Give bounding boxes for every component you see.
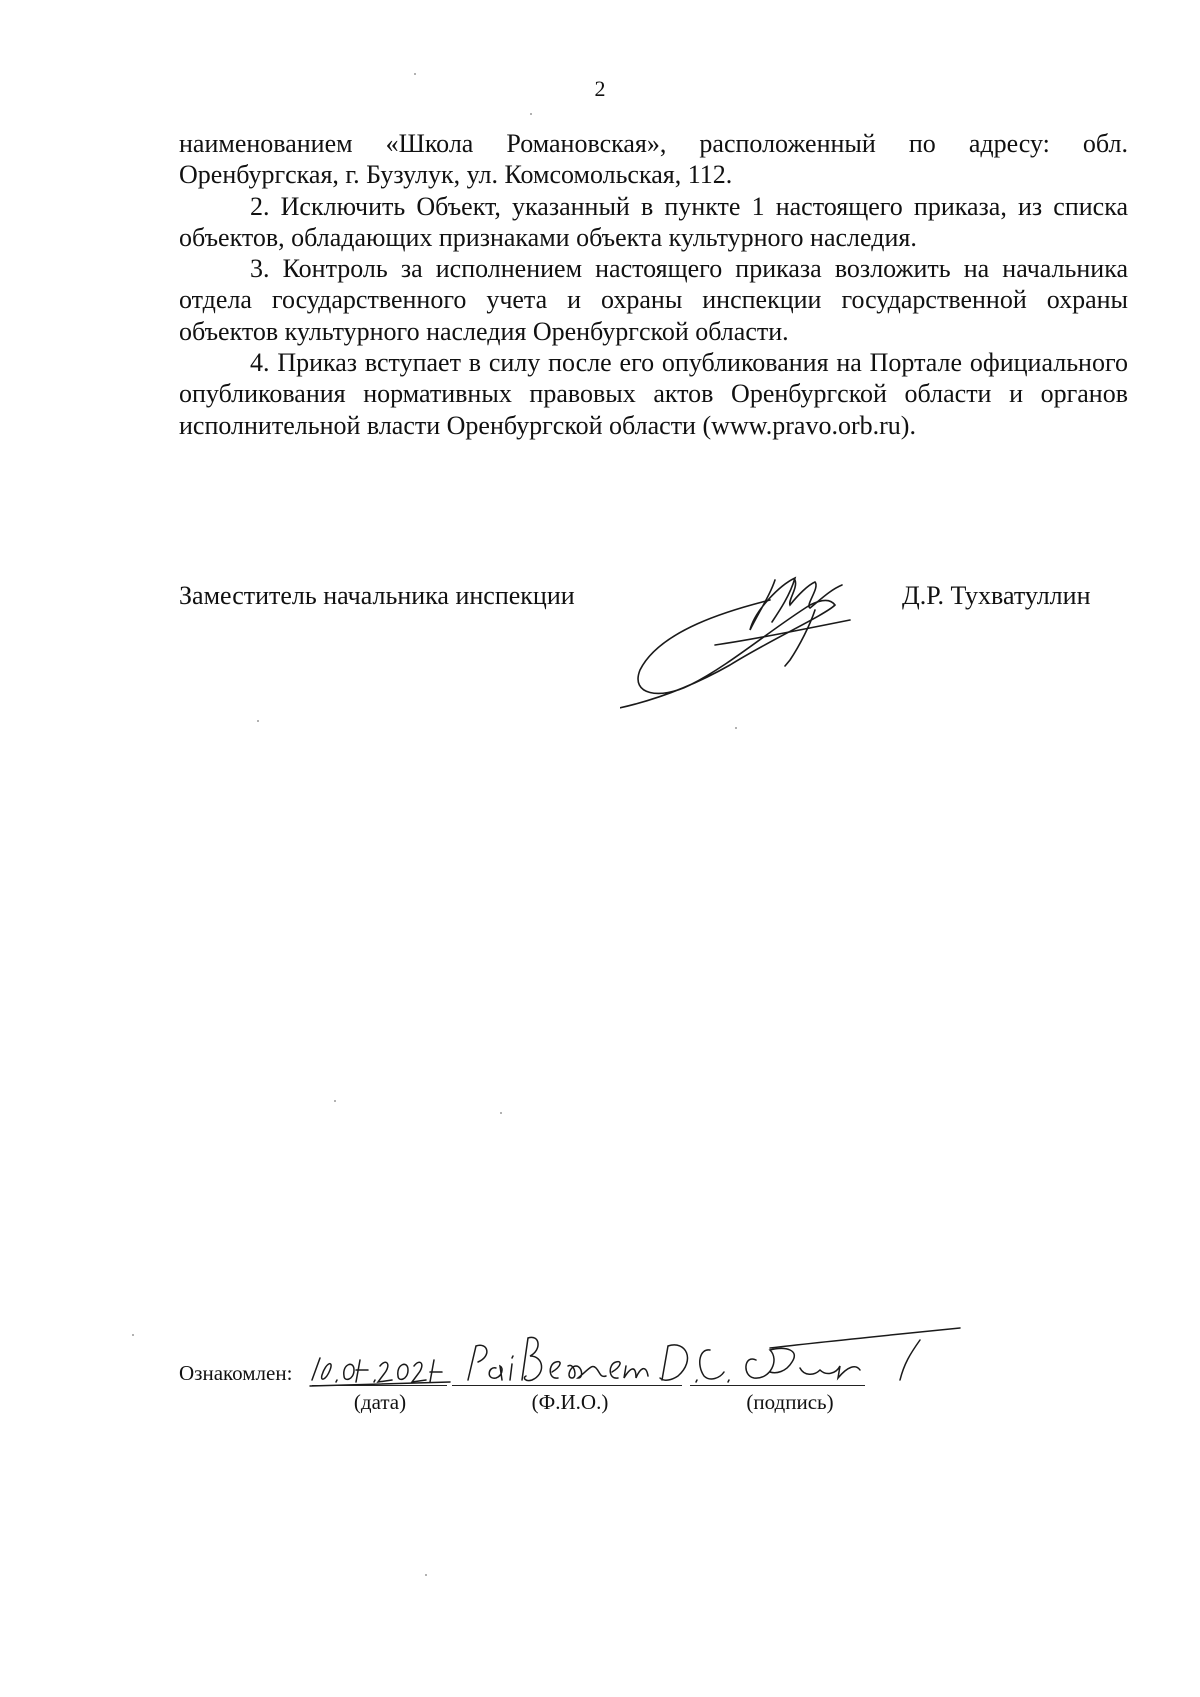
- scan-speck: [500, 1112, 502, 1114]
- paragraph-item-2: 2. Исключить Объект, указанный в пункте 1 настоящего приказа, из списка объектов, обладающих признаками объекта культурного наследия.: [179, 191, 1128, 252]
- scan-speck: [132, 1334, 134, 1336]
- page-number: 2: [594, 76, 606, 101]
- date-caption: (дата): [353, 1390, 407, 1414]
- signature-image: [620, 560, 890, 710]
- scan-speck: [425, 1574, 427, 1576]
- signer-name: Д.Р. Тухватуллин: [902, 581, 1091, 610]
- scan-speck: [414, 73, 416, 75]
- scan-speck: [530, 113, 532, 115]
- signer-position: Заместитель начальника инспекции: [179, 581, 575, 610]
- paragraph-item-3: 3. Контроль за исполнением настоящего приказа возложить на начальника отдела государственного учета и охраны инспекции государственной охраны объектов культурного наследия Оренбургской области.: [179, 254, 1128, 346]
- paragraph-continuation: наименованием «Школа Романовская», расположенный по адресу: обл. Оренбургская, г. Бузулук, ул. Комсомольская, 112.: [179, 129, 1128, 190]
- paragraph-item-4: 4. Приказ вступает в силу после его опубликования на Портале официального опубликования нормативных правовых актов Оренбургской области и органов исполнительной власти Оренбургской области (www.pravo.orb.ru).: [179, 348, 1128, 440]
- scan-speck: [735, 727, 737, 729]
- signature-caption: (подпись): [746, 1390, 834, 1414]
- scan-speck: [334, 1100, 336, 1102]
- scan-speck: [257, 720, 259, 722]
- document-body: [179, 128, 1128, 441]
- fio-caption: (Ф.И.О.): [531, 1390, 609, 1414]
- acknowledgement-label: Ознакомлен:: [179, 1361, 293, 1385]
- handwritten-acknowledgement: [300, 1320, 970, 1410]
